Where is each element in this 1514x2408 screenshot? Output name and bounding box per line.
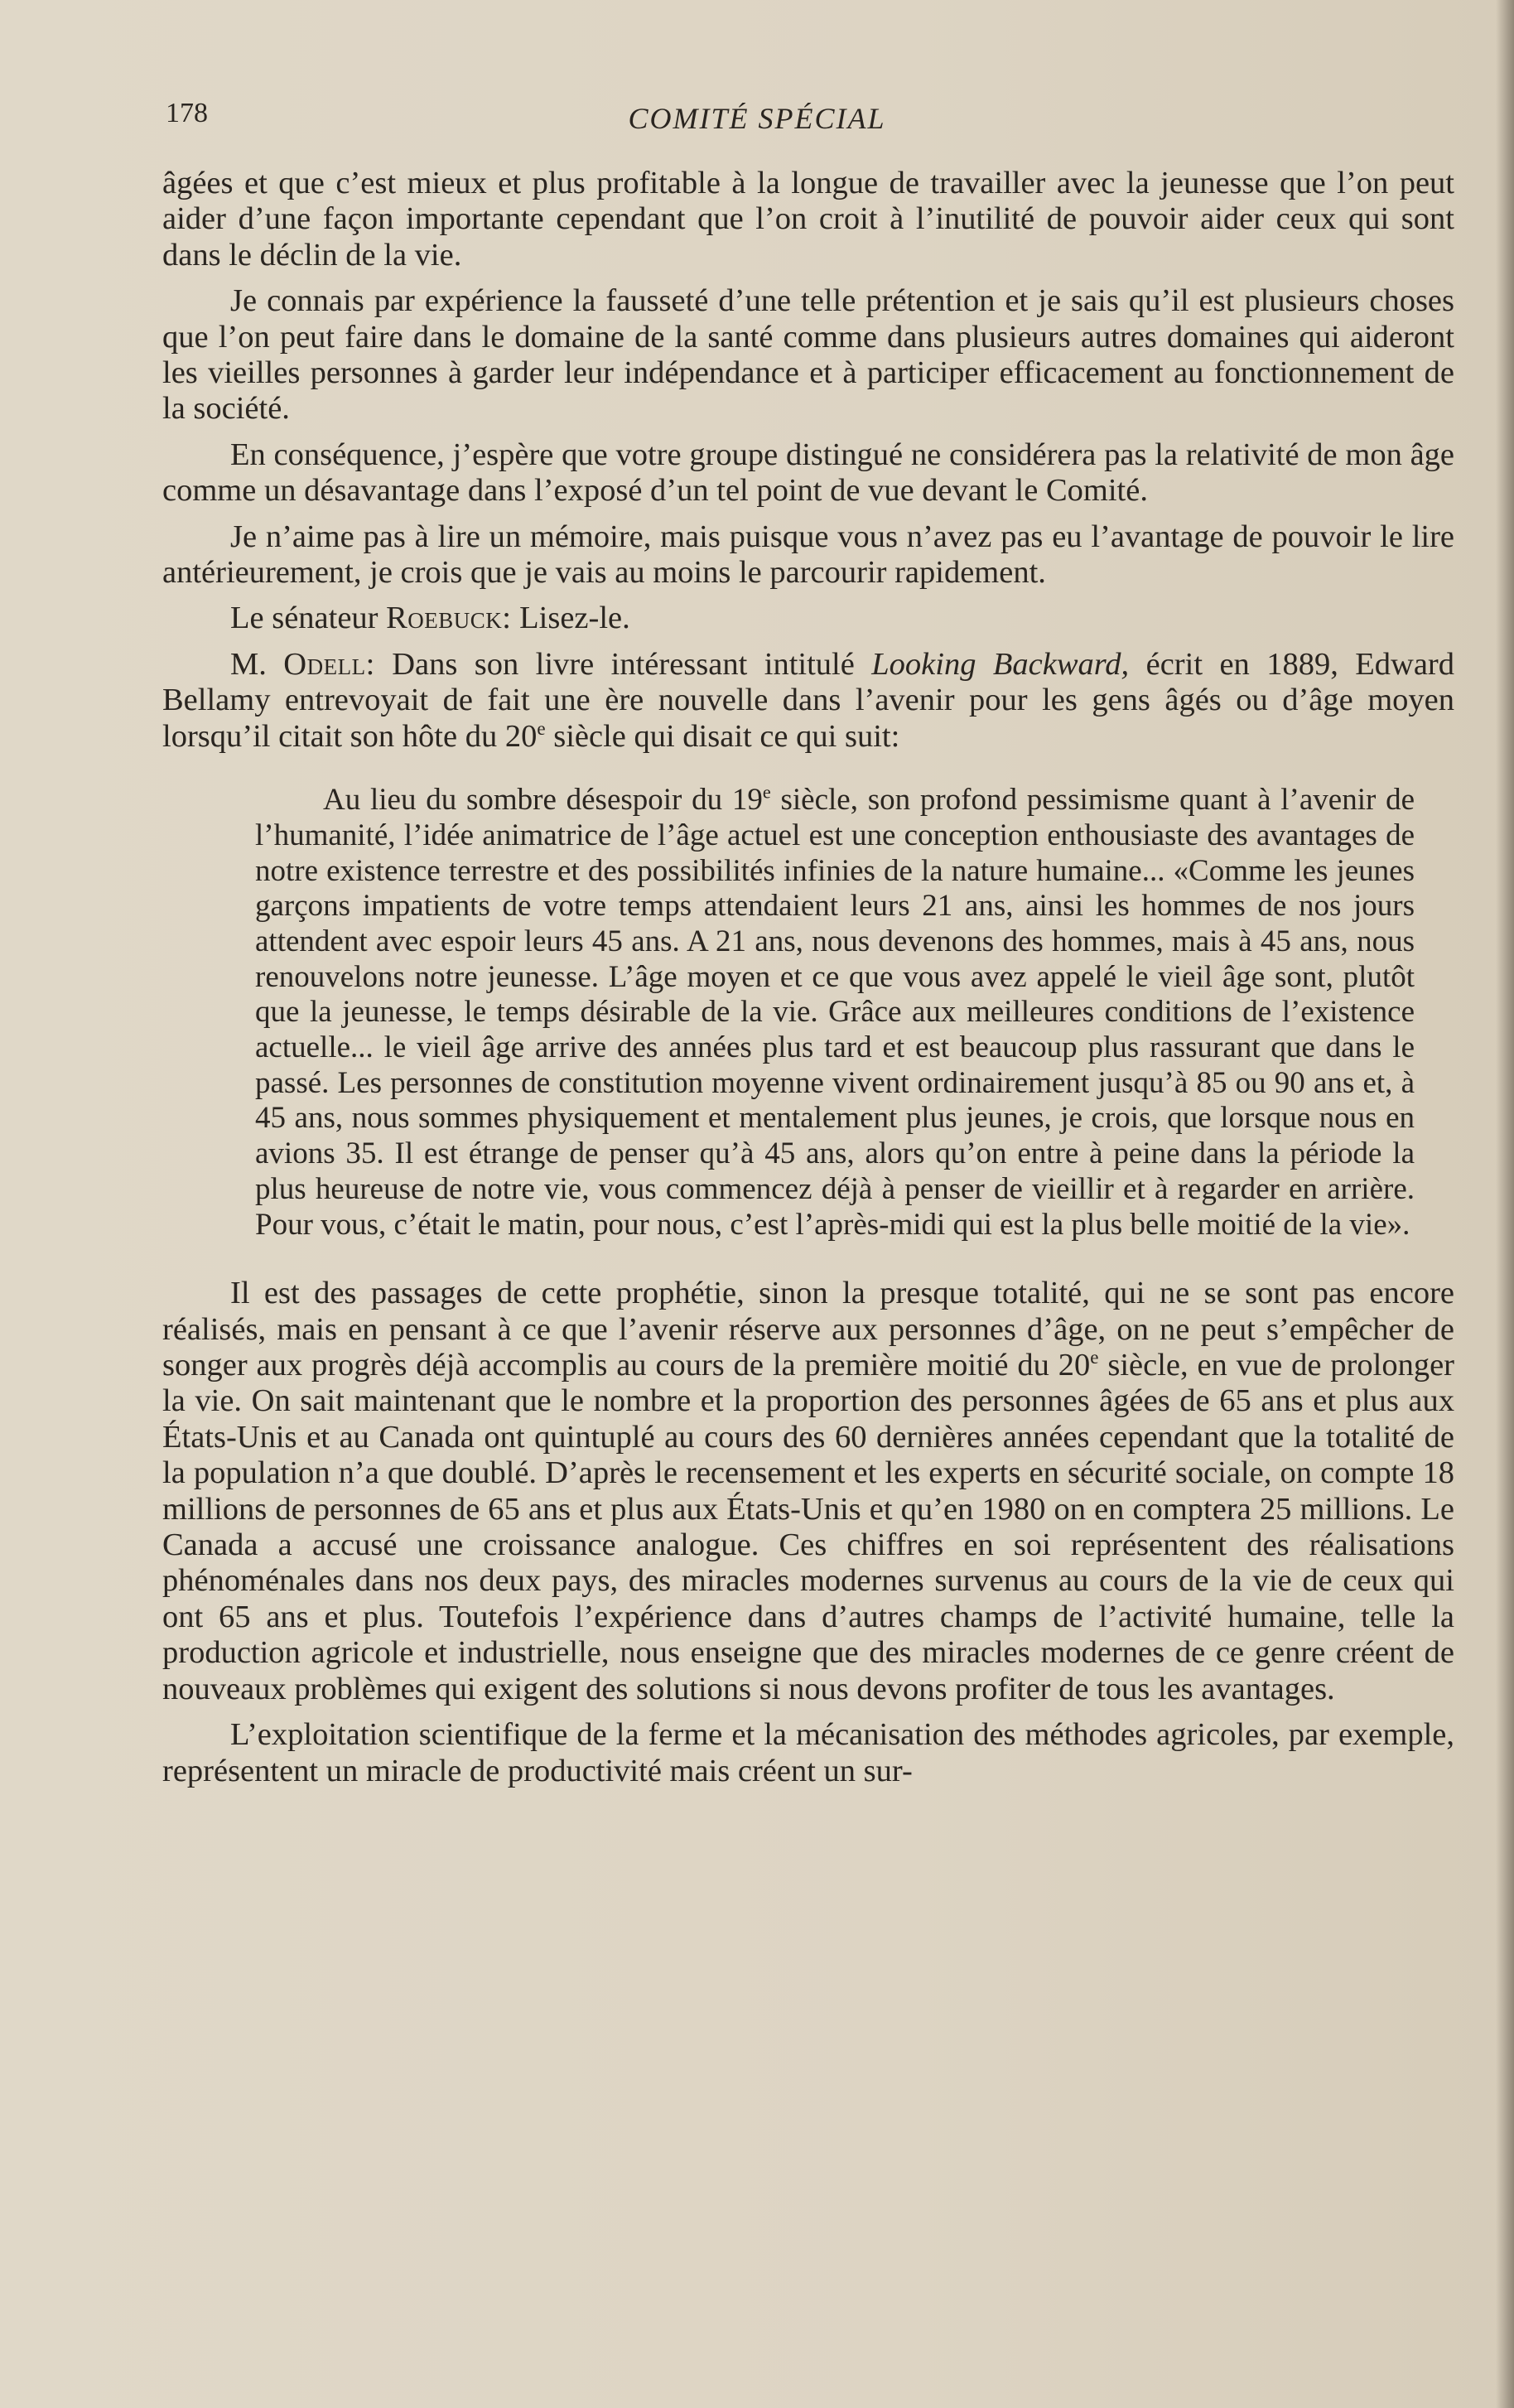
speaker-prefix: Le sénateur [230,601,387,636]
paragraph [162,1276,1454,1707]
page-body [162,166,1454,1789]
speaker-name: Odell: [283,646,375,682]
book-title: Looking Backward, [871,646,1130,682]
block-quote [255,783,1415,1243]
paragraph: En conséquence, j’espère que votre groupe distingué ne considérera pas la relativité de mon âge comme un désavantage dans l’exposé d’un tel point de vue devant le Comité. [162,437,1454,509]
speaker-text: écrit en 1889, Edward Bellamy entrevoyait de fait une ère nouvelle dans l’avenir pour les gens âgés ou d’âge moyen lorsqu’il citait son hôte du 20 [162,646,1454,754]
speaker-paragraph [162,647,1454,755]
quote-text: Au lieu du sombre désespoir du 19 [323,783,763,818]
paragraph: Je n’aime pas à lire un mémoire, mais puisque vous n’avez pas eu l’avantage de pouvoir le lire antérieurement, je crois que je vais au moins le parcourir rapidement. [162,519,1454,591]
speaker-paragraph [162,601,1454,636]
page-header [0,98,1514,147]
paragraph-continued: âgées et que c’est mieux et plus profitable à la longue de travailler avec la jeunesse que l’on peut aider d’une façon importante cependant que l’on croit à l’inutilité de pouvoir aider ceux qui sont dans le déclin de la vie. [162,166,1454,273]
paragraph: Je connais par expérience la fausseté d’une telle prétention et je sais qu’il est plusieurs choses que l’on peut faire dans le domaine de la santé comme dans plusieurs autres domaines qui aideront les vieilles personnes à garder leur indépendance et à participer efficacement au fonctionnement de la société. [162,283,1454,427]
superscript: e [1090,1346,1099,1368]
speaker-prefix: M. [230,646,284,682]
superscript: e [762,781,771,803]
page-number: 178 [166,98,208,128]
page-spine-shadow [1496,0,1514,2408]
paragraph: L’exploitation scientifique de la ferme et la mécanisation des méthodes agricoles, par exemple, représentent un miracle de productivité mais créent un sur- [162,1717,1454,1788]
speaker-text: Dans son livre intéressant intitulé [374,646,872,682]
speaker-text: Lisez-le. [511,601,630,636]
paragraph-text: siècle, en vue de prolonger la vie. On sait maintenant que le nombre et la proportion des personnes âgées de 65 ans et plus aux États-Unis et au Canada ont quintuplé au cours des 60 dernières années cependant que la totalité de la population n’a que doublé. D’après le recensement et les experts en sécurité sociale, on compte 18 millions de personnes de 65 ans et plus aux États-Unis et qu’en 1980 on en comptera 25 millions. Le Canada a accusé une croissance analogue. Ces chiffres en soi représentent des réalisations phénoménales dans nos deux pays, des miracles modernes survenus au cours de la vie de ceux qui ont 65 ans et plus. Toutefois l’expérience dans d’autres champs de l’activité humaine, telle la production agricole et industrielle, nous enseigne que des miracles modernes de ce genre créent de nouveaux problèmes qui exigent des solutions si nous devons profiter de tous les avantages. [162,1348,1454,1706]
speaker-name: Roebuck: [386,601,512,636]
quote-text: siècle, son profond pessimisme quant à l’avenir de l’humanité, l’idée animatrice de l’âge actuel est une conception enthousiaste des avantages de notre existence terrestre et des possibilités infinies de la nature humaine... «Comme les jeunes garçons impatients de votre temps attendaient leurs 21 ans, ainsi les hommes de nos jours attendent avec espoir leurs 45 ans. A 21 ans, nous devenons des hommes, mais à 45 ans, nous renouvelons notre jeunesse. L’âge moyen et ce que vous avez appelé le vieil âge sont, plutôt que la jeunesse, le temps désirable de la vie. Grâce aux meilleures conditions de l’existence actuelle... le vieil âge arrive des années plus tard et est beaucoup plus rassurant que dans le passé. Les personnes de constitution moyenne vivent ordinairement jusqu’à 85 ou 90 ans et, à 45 ans, nous sommes physiquement et mentalement plus jeunes, je crois, que lorsque nous en avions 35. Il est étrange de penser qu’à 45 ans, alors qu’on entre à peine dans la période la plus heureuse de notre vie, vous commencez déjà à penser de vieillir et à regarder en arrière. Pour vous, c’était le matin, pour nous, c’est l’après-midi qui est la plus belle moitié de la vie». [255,783,1415,1242]
superscript: e [537,717,546,739]
paragraph-text: Il est des passages de cette prophétie, sinon la presque totalité, qui ne se sont pas encore réalisés, mais en pensant à ce que l’avenir réserve aux personnes d’âge, on ne peut s’empêcher de songer aux progrès déjà accomplis au cours de la première moitié du 20 [162,1276,1454,1383]
running-title: COMITÉ SPÉCIAL [628,102,886,135]
speaker-text: siècle qui disait ce qui suit: [545,718,900,754]
